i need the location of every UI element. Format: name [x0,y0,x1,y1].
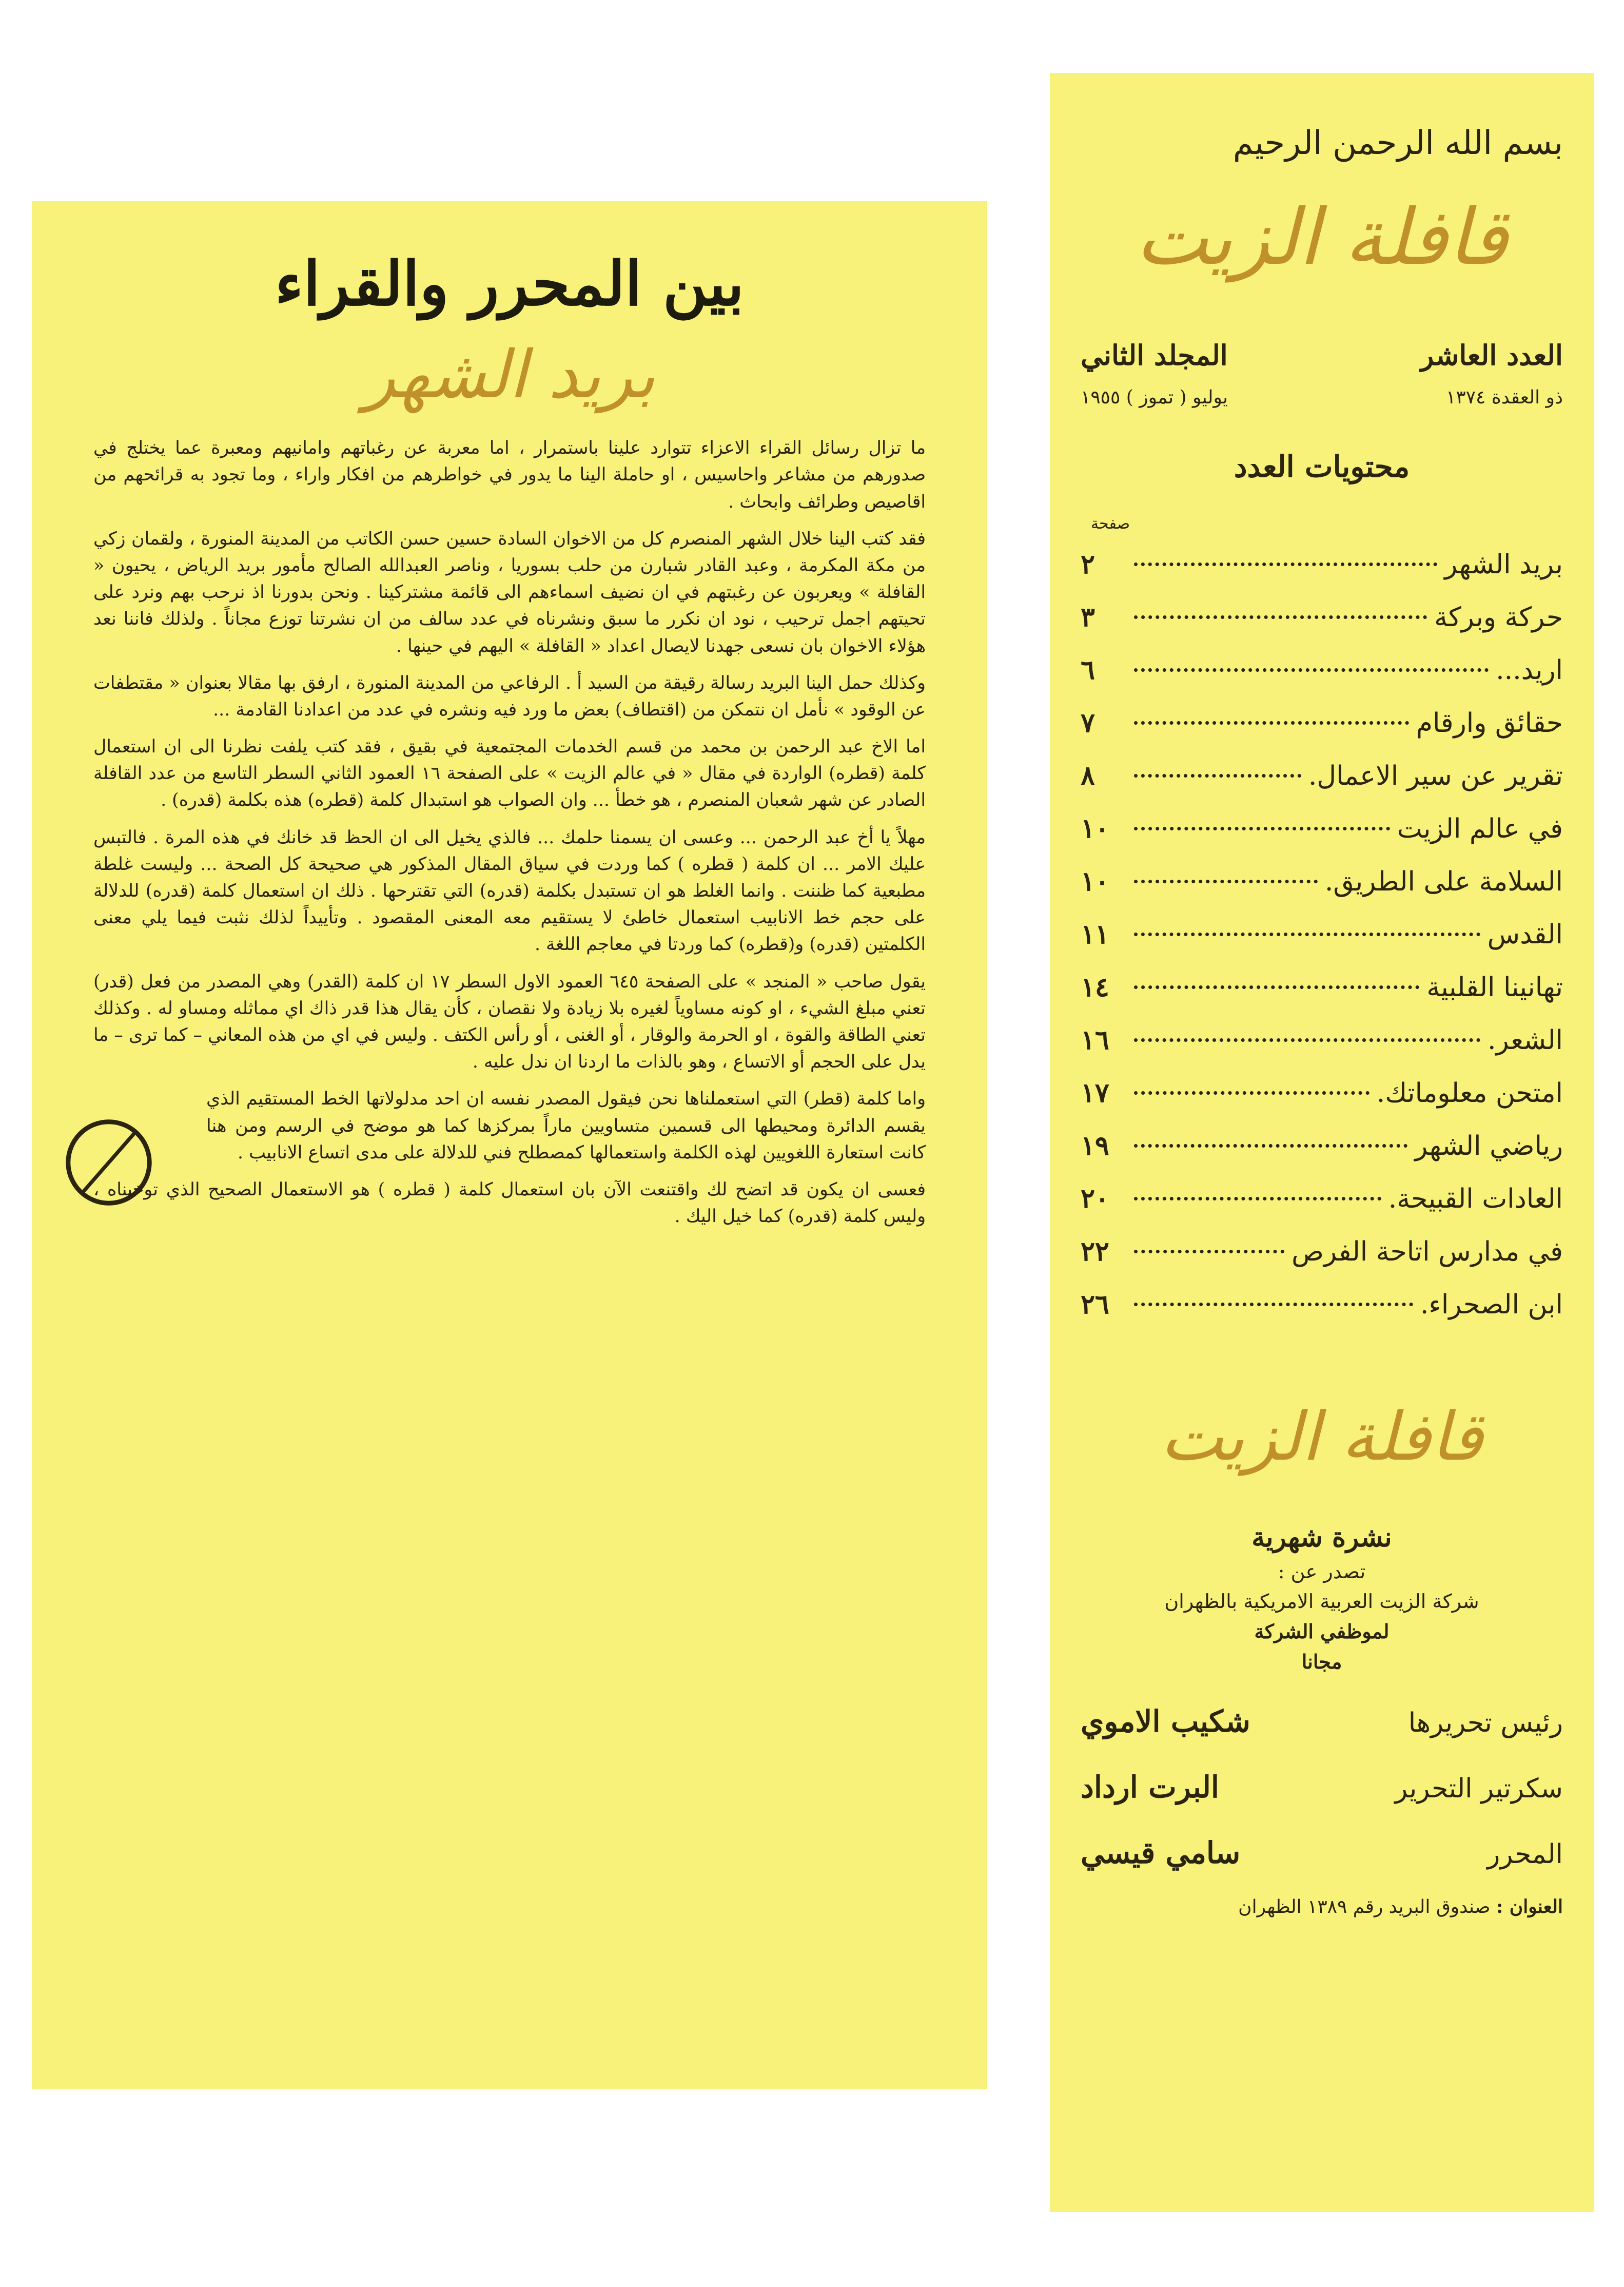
volume-number: المجلد الثاني [1081,339,1228,372]
toc-item[interactable] [1081,749,1563,802]
toc-item[interactable] [1081,855,1563,908]
toc-item[interactable] [1081,538,1563,591]
article-paragraph: واما كلمة (قطر) التي استعملناها نحن فيقول المصدر نفسه ان احد مدلولاتها الخط المستقيم الذي يقسم الدائرة ومحيطها الى قسمين متساويين ماراً بمركزها كما هو موضح في الرسم ومن هنا كانت استعارة اللغويين لهذه الكلمة واستعمالها كمصطلح فني للدلالة على مدى اتساع الانابيب . [206,1089,926,1163]
toc-item[interactable] [1081,1278,1563,1331]
article-paragraph: اما الاخ عبد الرحمن بن محمد من قسم الخدمات المجتمعية في بقيق ، فقد كتب يلفت نظرنا الى ان استعمال كلمة (قطره) الواردة في مقال « في عالم الزيت » على الصفحة ١٦ العمود الثاني السطر التاسع من عدد القافلة الصادر عن شهر شعبان المنصرم ، هو خطأ ... وان الصواب هو استبدال كلمة (قطره) هذه بكلمة (قدره) . [93,737,926,811]
gregorian-date: يوليو ( تموز ) ١٩٥٥ [1081,387,1228,408]
staff-name: البرت ارداد [1081,1770,1219,1805]
toc-item[interactable] [1081,908,1563,961]
toc-item-title: العادات القبيحة. [1388,1184,1563,1214]
magazine-title: قافلة الزيت [1135,193,1509,282]
staff-editor-in-chief [1081,1704,1563,1739]
staff-role: المحرر [1487,1839,1563,1870]
toc-item[interactable] [1081,1172,1563,1225]
toc-item-page: ١٦ [1081,1024,1109,1056]
staff-editor [1081,1835,1563,1870]
toc-item-page: ٧ [1081,707,1095,739]
address-value: صندوق البريد رقم ١٣٨٩ الظهران [1238,1896,1491,1917]
toc-leader [1134,615,1427,619]
magazine-title-secondary: قافلة الزيت [1160,1398,1483,1476]
toc-item-page: ٣ [1081,602,1095,633]
article-paragraph: فعسى ان يكون قد اتضح لك واقتنعت الآن بان استعمال كلمة ( قطره ) هو الاستعمال الصحيح الذي توخيناه ، وليس كلمة (قدره) كما خيل اليك . [93,1179,926,1227]
hijri-date: ذو العقدة ١٣٧٤ [1446,387,1563,408]
article-paragraph: مهلاً يا أخ عبد الرحمن ... وعسى ان يسمنا حلمك ... فالذي يخيل الى ان الحظ قد خانك في هذه المرة . فالتبس عليك الامر ... ان كلمة ( قطره ) كما وردت في سياق المقال المذكور هي صحيحة كل الصحة ... وليست غلطة مطبعية كما ظننت . وانما الغلط هو ان تستبدل بكلمة (قدره) التي تقترحها . ذلك ان استعمال كلمة (قدره) للدلالة على حجم خط الانابيب استعمال خاطئ لا يستقيم معه المعنى المقصود . وتأييداً لذلك نثبت فيما يلي معنى الكلمتين (قدره) و(قطره) كما وردتا في معاجم اللغة . [93,827,926,955]
toc-leader [1134,1144,1407,1148]
toc-leader [1134,880,1318,883]
toc-item-title: القدس [1487,919,1563,950]
toc-item-page: ٢٢ [1081,1236,1109,1267]
toc-leader [1134,1303,1413,1306]
toc-item-title: اريد... [1496,655,1563,686]
page-column-label: صفحة [1091,515,1130,533]
toc-item-title: حركة وبركة [1434,602,1563,633]
toc-item[interactable] [1081,1014,1563,1067]
toc-item-page: ١١ [1081,919,1109,950]
article-paragraph: يقول صاحب « المنجد » على الصفحة ٦٤٥ العمود الاول السطر ١٧ ان كلمة (القدر) وهي المصدر من فعل (قدر) تعني مبلغ الشيء ، او كونه مساوياً لغيره بلا زيادة ولا نقصان ، كأن يقال هذا قدر ذاك اي مماثله ومساو له . وكذلك تعني الطاقة والقوة ، او الحرمة والوقار ، أو الغنى ، أو رأس الكتف . وليس في اي من هذه المعاني – كما ترى – ما يدل على الحجم أو الاتساع ، وهو بالذات ما اردنا ان ندل عليه . [93,971,926,1073]
toc-item-title: بريد الشهر [1444,549,1563,580]
article-body [93,435,926,1230]
article-paragraph: فقد كتب الينا خلال الشهر المنصرم كل من الاخوان السادة حسين حسن الكاتب من المدينة المنورة ، ولقمان زكي من مكة المكرمة ، وعبد القادر شبارن من حلب بسوريا ، وناصر العبدالله الصالح مأمور بريد الرياض ، يحيون « القافلة » ويعربون عن رغبتهم في ان نضيف اسماءهم الى قائمة مشتركينا . ونحن بدورنا اذ نرحب بهم ونرد على تحيتهم اجمل ترحيب ، نود ان نكرر ما سبق ونشرناه في عدد سالف من ان نشرتنا توزع مجاناً . ولذلك فاننا نعد هؤلاء الاخوان بان نسعى جهدنا لايصال اعداد « القافلة » اليهم في حينها . [93,528,926,656]
staff-role: سكرتير التحرير [1395,1773,1563,1804]
toc-leader [1134,721,1409,725]
toc-item-page: ٢٠ [1081,1183,1109,1214]
toc-item-title: السلامة على الطريق. [1324,866,1563,897]
toc-item-title: حقائق وارقام [1416,708,1563,739]
article-paragraph: ما تزال رسائل القراء الاعزاء تتوارد علينا باستمرار ، اما معربة عن رغباتهم وامانيهم ومعبرة عما يختلج في صدورهم من مشاعر واحاسيس ، او حاملة الينا ما يدور في خواطرهم من افكار واراء ، وما تجود به قرائحهم من اقاصيص وطرائف وابحاث . [93,438,926,512]
toc-leader [1134,933,1480,936]
staff-name: سامي قيسي [1081,1835,1241,1870]
address [1081,1896,1563,1917]
issue-info [1081,339,1563,372]
issue-number: العدد العاشر [1420,339,1563,372]
toc-leader [1134,668,1489,672]
toc-leader [1134,563,1437,566]
staff-name: شكيب الاموي [1081,1704,1250,1739]
price: مجانا [1301,1650,1342,1673]
toc-item-page: ١٩ [1081,1130,1109,1161]
contents-title: محتويات العدد [1234,449,1410,484]
staff-secretary [1081,1770,1563,1805]
toc-item-title: امتحن معلوماتك. [1376,1078,1563,1109]
section-title: بين المحرر والقراء [275,248,745,319]
toc-item-page: ١٠ [1081,813,1109,844]
toc-item[interactable] [1081,1119,1563,1172]
address-label: العنوان : [1496,1896,1563,1917]
toc-item[interactable] [1081,591,1563,644]
toc-item-title: الشعر. [1488,1025,1563,1056]
bulletin-type: نشرة شهرية [1251,1522,1392,1553]
toc-item-page: ١٧ [1081,1077,1109,1109]
toc-item-title: في عالم الزيت [1397,813,1563,844]
toc-item-page: ٨ [1081,760,1095,791]
toc-item-page: ٦ [1081,654,1095,686]
subsection-title: بريد الشهر [363,336,656,413]
audience: لموظفي الشركة [1254,1620,1390,1643]
toc-leader [1134,985,1419,989]
circle-diameter-icon [63,1116,155,1209]
toc-leader [1134,1091,1369,1095]
staff-role: رئيس تحريرها [1408,1708,1563,1738]
toc-leader [1134,1038,1480,1042]
toc-item[interactable] [1081,644,1563,696]
toc-leader [1134,827,1390,830]
published-by-label: تصدر عن : [1278,1560,1366,1583]
table-of-contents [1081,538,1563,1331]
toc-item-title: تهانينا القلبية [1426,972,1563,1003]
toc-item-title: تقرير عن سير الاعمال. [1308,761,1563,791]
toc-item[interactable] [1081,696,1563,749]
publisher-company: شركة الزيت العربية الامريكية بالظهران [1164,1590,1479,1613]
basmala: بسم الله الرحمن الرحيم [1232,124,1563,162]
diagram-paragraph [93,1086,926,1166]
toc-leader [1134,1197,1381,1200]
toc-leader [1134,1250,1284,1253]
toc-item-page: ١٤ [1081,972,1109,1003]
toc-item-page: ٢٦ [1081,1289,1109,1320]
toc-item-page: ١٠ [1081,866,1109,897]
toc-item[interactable] [1081,1067,1563,1119]
article-panel [32,201,987,2089]
toc-item[interactable] [1081,1225,1563,1278]
cover-panel [1050,73,1594,2212]
toc-leader [1134,774,1301,778]
toc-item-title: في مدارس اتاحة الفرص [1292,1236,1563,1267]
toc-item-title: ابن الصحراء. [1420,1289,1563,1320]
toc-item-page: ٢ [1081,549,1095,580]
issue-dates [1081,387,1563,408]
toc-item[interactable] [1081,961,1563,1014]
article-paragraph: وكذلك حمل الينا البريد رسالة رقيقة من السيد أ . الرفاعي من المدينة المنورة ، ارفق بها مقالا بعنوان « مقتطفات عن الوقود » نأمل ان نتمكن من (اقتطاف) بعض ما ورد فيه ونشره في عدد من اعدادنا القادمة ... [93,672,926,720]
toc-item[interactable] [1081,802,1563,855]
toc-item-title: رياضي الشهر [1415,1131,1563,1161]
